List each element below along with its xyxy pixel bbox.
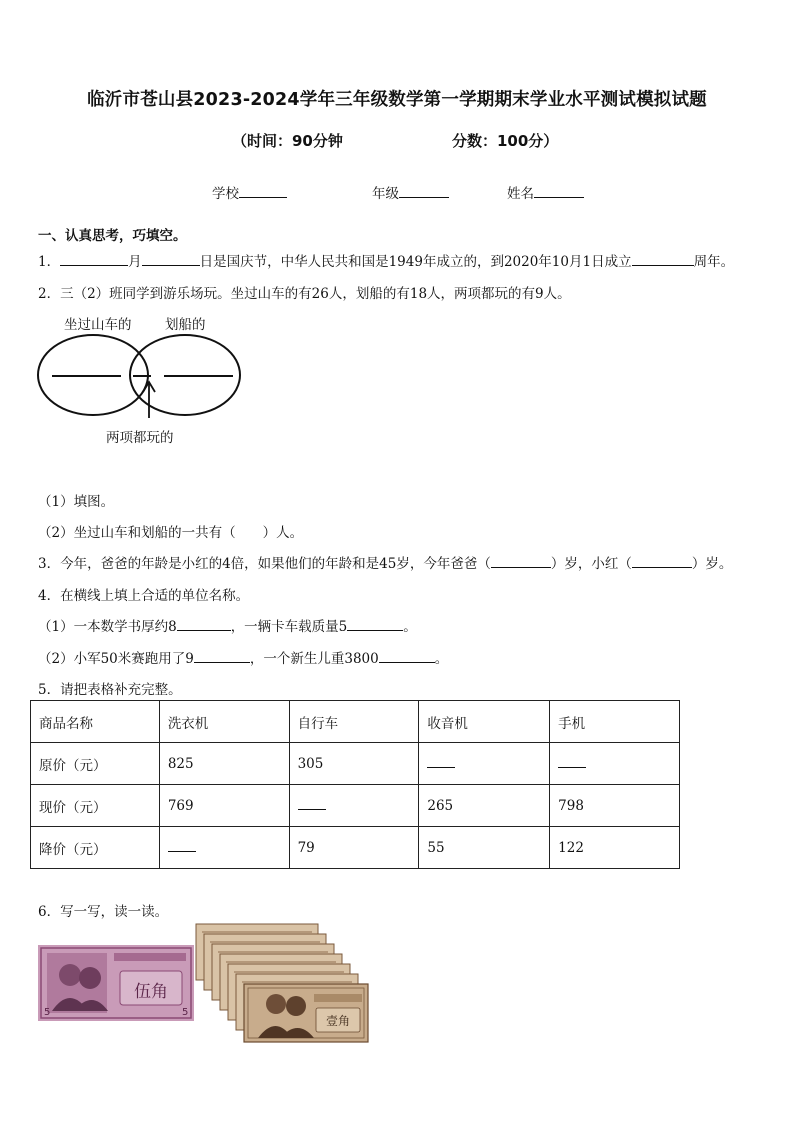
table-row [31, 743, 680, 785]
question-2: 2．三（2）班同学到游乐场玩。坐过山车的有26人，划船的有18人，两项都玩的有9人。 [38, 286, 571, 302]
page-title: 临沂市苍山县2023-2024学年三年级数学第一学期期末学业水平测试模拟试题 [87, 90, 707, 110]
venn-label-right: 划船的 [165, 317, 206, 333]
table-cell: 265 [419, 785, 550, 827]
question-1 [38, 250, 734, 270]
table-cell: 798 [550, 785, 680, 827]
question-3-blank-xiaohong[interactable] [632, 553, 692, 568]
name-field[interactable] [507, 182, 584, 202]
five-jiao-text: 伍角 [134, 982, 168, 1002]
school-label: 学校 [212, 186, 239, 202]
grade-blank[interactable] [399, 183, 449, 198]
question-3-text-b: ）岁，小红（ [550, 556, 632, 572]
question-4-blank-book[interactable] [177, 616, 231, 631]
question-1-text-a: 月 [128, 254, 142, 270]
table-row-label: 降价（元） [31, 827, 160, 869]
answer-blank[interactable] [427, 757, 455, 768]
table-header-cell: 商品名称 [31, 701, 160, 743]
table-cell: 55 [419, 827, 550, 869]
school-field[interactable] [212, 182, 287, 202]
answer-blank[interactable] [558, 757, 586, 768]
venn-label-left: 坐过山车的 [64, 317, 132, 333]
name-blank[interactable] [534, 183, 584, 198]
question-3 [38, 552, 732, 572]
question-1-blank-day[interactable] [142, 251, 200, 266]
question-6: 6．写一写，读一读。 [38, 904, 169, 920]
question-3-text-a: 3．今年，爸爸的年龄是小红的4倍，如果他们的年龄和是45岁，今年爸爸（ [38, 556, 491, 572]
table-header-cell: 自行车 [289, 701, 419, 743]
price-table [30, 700, 680, 869]
question-4-sub-2-text-c: 。 [434, 651, 449, 667]
question-4-sub-2-text-b: ，一个新生儿重3800 [249, 651, 379, 667]
venn-label-both: 两项都玩的 [106, 430, 174, 446]
question-4-sub-1-text-b: ，一辆卡车载质量5 [230, 619, 348, 635]
question-1-number: 1． [38, 254, 61, 270]
grade-label: 年级 [372, 186, 399, 202]
name-label: 姓名 [507, 186, 534, 202]
table-cell: 769 [159, 785, 289, 827]
answer-blank[interactable] [168, 841, 196, 852]
table-cell: 79 [289, 827, 419, 869]
question-4-blank-run[interactable] [194, 648, 250, 663]
answer-blank[interactable] [298, 799, 326, 810]
question-1-blank-years[interactable] [632, 251, 694, 266]
question-4-blank-truck[interactable] [347, 616, 403, 631]
table-cell-blank[interactable] [419, 743, 550, 785]
school-blank[interactable] [239, 183, 287, 198]
table-cell: 825 [159, 743, 289, 785]
table-row [31, 827, 680, 869]
table-header-row [31, 701, 680, 743]
question-4-sub-1-text-c: 。 [403, 619, 417, 635]
table-row-label: 原价（元） [31, 743, 160, 785]
section-title: 一、认真思考，巧填空。 [38, 228, 187, 244]
table-cell: 122 [550, 827, 680, 869]
exam-time: （时间：90分钟 [232, 132, 343, 150]
table-cell: 305 [289, 743, 419, 785]
five-jiao-banknote-image [38, 945, 194, 1021]
table-row [31, 785, 680, 827]
table-row-label: 现价（元） [31, 785, 160, 827]
table-header-cell: 洗衣机 [159, 701, 289, 743]
question-2-sub-1: （1）填图。 [38, 494, 115, 510]
question-1-blank-month[interactable] [60, 251, 128, 266]
table-header-cell: 手机 [550, 701, 680, 743]
one-jiao-text: 壹角 [325, 1014, 351, 1028]
grade-field[interactable] [372, 182, 449, 202]
table-cell-blank[interactable] [289, 785, 419, 827]
question-3-blank-father[interactable] [491, 553, 551, 568]
table-cell-blank[interactable] [159, 827, 289, 869]
table-cell-blank[interactable] [550, 743, 680, 785]
question-4-blank-baby[interactable] [379, 648, 435, 663]
question-1-text-b: 日是国庆节，中华人民共和国是1949年成立的，到2020年10月1日成立 [199, 254, 632, 270]
question-3-text-c: ）岁。 [691, 556, 733, 572]
table-header-cell: 收音机 [419, 701, 550, 743]
five-jiao-digit-right: 5 [182, 1007, 189, 1018]
question-5: 5．请把表格补充完整。 [38, 682, 182, 698]
question-4: 4．在横线上填上合适的单位名称。 [38, 588, 250, 604]
five-jiao-digit-left: 5 [44, 1007, 51, 1018]
question-4-sub-2-text-a: （2）小军50米赛跑用了9 [38, 651, 194, 667]
question-4-sub-1-text-a: （1）一本数学书厚约8 [38, 619, 177, 635]
question-4-sub-1 [38, 615, 417, 635]
question-1-text-c: 周年。 [693, 254, 735, 270]
question-2-sub-2: （2）坐过山车和划船的一共有（ ）人。 [38, 525, 304, 541]
question-4-sub-2 [38, 647, 448, 667]
venn-diagram [30, 330, 250, 420]
one-jiao-banknote-stack-image [192, 922, 372, 1046]
exam-score: 分数：100分） [452, 132, 559, 150]
